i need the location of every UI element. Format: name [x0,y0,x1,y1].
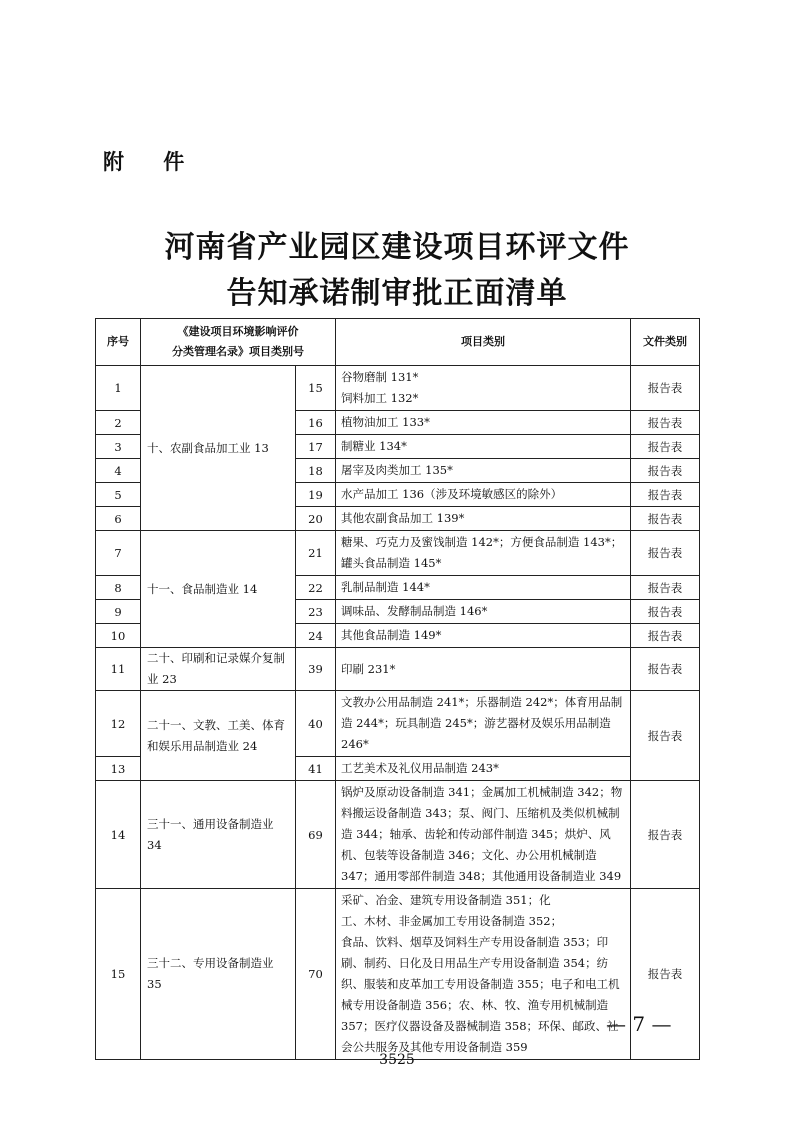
table-row [96,781,700,889]
row-item: 屠宰及肉类加工 135* [336,459,631,483]
page-number: — 7 — [606,1012,672,1036]
row-item: 其他食品制造 149* [336,624,631,648]
row-item: 锅炉及原动设备制造 341；金属加工机械制造 342；物料搬运设备制造 343；泵、阀门、压缩机及类似机械制造 344；轴承、齿轮和传动部件制造 345；烘炉、风机、包装等设备制造 346；文化、办公用机械制造 347；通用零部件制造 348；其他通用设备制造业 349 [336,781,631,889]
row-seq: 8 [96,576,141,600]
table-row [96,366,700,411]
row-category: 三十一、通用设备制造业 34 [141,781,296,889]
row-code: 21 [296,531,336,576]
row-seq: 6 [96,507,141,531]
row-doc: 报告表 [631,459,700,483]
row-doc: 报告表 [631,411,700,435]
row-item: 水产品加工 136（涉及环境敏感区的除外） [336,483,631,507]
row-doc: 报告表 [631,531,700,576]
row-code: 24 [296,624,336,648]
row-doc: 报告表 [631,691,700,781]
row-seq: 7 [96,531,141,576]
header-seq: 序号 [96,319,141,366]
row-seq: 2 [96,411,141,435]
table-header-row [96,319,700,366]
row-item: 印刷 231* [336,648,631,691]
row-code: 39 [296,648,336,691]
table-body [96,366,700,1060]
row-code: 18 [296,459,336,483]
row-code: 16 [296,411,336,435]
row-doc: 报告表 [631,648,700,691]
row-code: 22 [296,576,336,600]
row-seq: 12 [96,691,141,757]
row-item: 糖果、巧克力及蜜饯制造 142*；方便食品制造 143*；罐头食品制造 145* [336,531,631,576]
row-code: 17 [296,435,336,459]
row-seq: 13 [96,757,141,781]
row-seq: 10 [96,624,141,648]
row-item: 谷物磨制 131* 饲料加工 132* [336,366,631,411]
header-catalog-line1: 《建设项目环境影响评价 [177,325,299,338]
row-doc: 报告表 [631,483,700,507]
row-category: 二十一、文教、工美、体育和娱乐用品制造业 24 [141,691,296,781]
row-code: 69 [296,781,336,889]
row-seq: 5 [96,483,141,507]
page-title: 河南省产业园区建设项目环评文件 [164,230,630,265]
row-item: 制糖业 134* [336,435,631,459]
footer-number: 3525 [379,1052,415,1068]
page-subtitle: 告知承诺制审批正面清单 [226,276,568,311]
row-code: 20 [296,507,336,531]
row-item: 文教办公用品制造 241*；乐器制造 242*；体育用品制造 244*；玩具制造 245*；游艺器材及娱乐用品制造 246* [336,691,631,757]
row-seq: 3 [96,435,141,459]
positive-list-table [95,318,700,1060]
table-row [96,531,700,576]
row-doc: 报告表 [631,600,700,624]
row-seq: 9 [96,600,141,624]
row-seq: 14 [96,781,141,889]
row-code: 23 [296,600,336,624]
row-doc: 报告表 [631,366,700,411]
row-doc: 报告表 [631,624,700,648]
row-item: 采矿、冶金、建筑专用设备制造 351；化 工、木材、非金属加工专用设备制造 352； 食品、饮料、烟草及饲料生产专用设备制造 353；印刷、制药、日化及日用品生产专用设备制造 354；纺织、服装和皮革加工专用设备制造 355；电子和电工机械专用设备制造 356；农、林、牧、渔专用机械制造 357；医疗仪器设备及器械制造 358；环保、邮政、社会公共服务及其他专用设备制造 359 [336,889,631,1060]
row-item: 工艺美术及礼仪用品制造 243* [336,757,631,781]
row-seq: 4 [96,459,141,483]
row-seq: 11 [96,648,141,691]
row-item: 乳制品制造 144* [336,576,631,600]
row-code: 70 [296,889,336,1060]
row-category: 十、农副食品加工业 13 [141,366,296,531]
row-seq: 15 [96,889,141,1060]
row-item: 其他农副食品加工 139* [336,507,631,531]
row-seq: 1 [96,366,141,411]
header-catalog [141,319,336,366]
header-doc: 文件类别 [631,319,700,366]
row-category: 十一、食品制造业 14 [141,531,296,648]
attachment-label: 附 件 [103,150,201,174]
row-code: 15 [296,366,336,411]
row-code: 19 [296,483,336,507]
header-item: 项目类别 [336,319,631,366]
row-doc: 报告表 [631,576,700,600]
row-category: 二十、印刷和记录媒介复制业 23 [141,648,296,691]
row-doc: 报告表 [631,781,700,889]
row-doc: 报告表 [631,435,700,459]
row-code: 41 [296,757,336,781]
row-doc: 报告表 [631,507,700,531]
header-catalog-line2: 分类管理名录》项目类别号 [172,345,304,358]
row-category: 三十二、专用设备制造业 35 [141,889,296,1060]
table-row [96,648,700,691]
table-row [96,691,700,757]
row-item: 植物油加工 133* [336,411,631,435]
row-doc: 报告表 [631,889,700,1060]
row-code: 40 [296,691,336,757]
row-item: 调味品、发酵制品制造 146* [336,600,631,624]
